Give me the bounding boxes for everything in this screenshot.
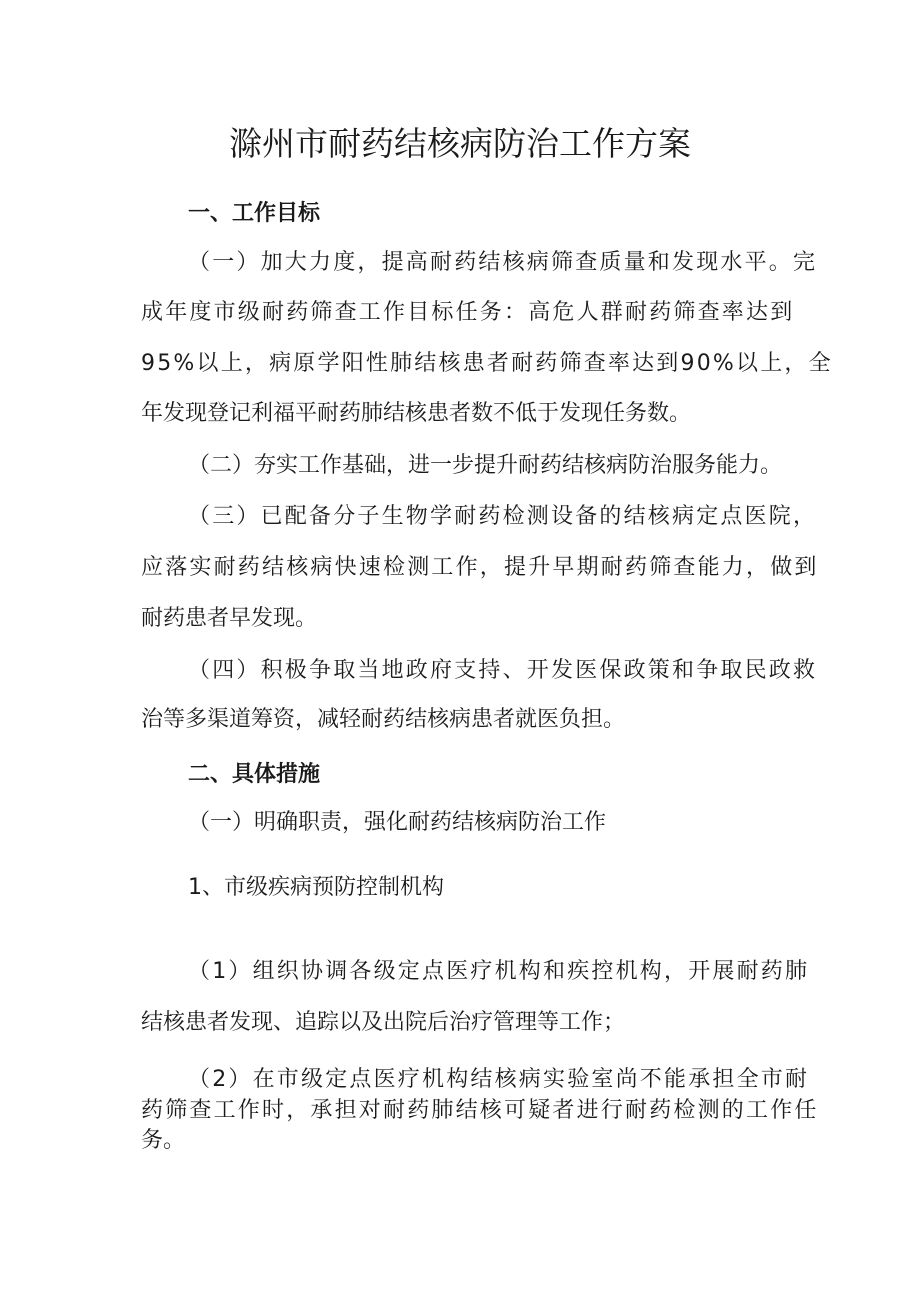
paragraph-line: （四）积极争取当地政府支持、开发医保政策和争取民政救	[188, 658, 818, 683]
paragraph-line: 务。	[141, 1128, 186, 1153]
section-heading-goals: 一、工作目标	[188, 201, 321, 226]
paragraph-line: 年发现登记利福平耐药肺结核患者数不低于发现任务数。	[141, 401, 692, 426]
paragraph-line: 成年度市级耐药筛查工作目标任务：高危人群耐药筛查率达到	[141, 300, 795, 325]
paragraph-line: （2）在市级定点医疗机构结核病实验室尚不能承担全市耐	[188, 1067, 810, 1092]
item-heading: 1、市级疾病预防控制机构	[188, 875, 444, 900]
subsection-heading: （一）明确职责，强化耐药结核病防治工作	[188, 810, 607, 835]
paragraph-line: 耐药患者早发现。	[141, 606, 318, 631]
paragraph-line: （一）加大力度，提高耐药结核病筛查质量和发现水平。完	[188, 250, 818, 275]
document-title: 滁州市耐药结核病防治工作方案	[229, 124, 691, 163]
paragraph-line: （1）组织协调各级定点医疗机构和疾控机构，开展耐药肺	[188, 959, 810, 984]
paragraph-line: 药筛查工作时，承担对耐药肺结核可疑者进行耐药检测的工作任	[141, 1098, 819, 1123]
paragraph-line: 结核患者发现、追踪以及出院后治疗管理等工作；	[141, 1010, 626, 1035]
paragraph-line: （二）夯实工作基础，进一步提升耐药结核病防治服务能力。	[188, 453, 783, 478]
section-heading-measures: 二、具体措施	[188, 762, 321, 787]
paragraph-line: 95%以上，病原学阳性肺结核患者耐药筛查率达到90%以上，全	[141, 351, 833, 376]
paragraph-line: 应落实耐药结核病快速检测工作，提升早期耐药筛查能力，做到	[141, 555, 819, 580]
paragraph-line: （三）已配备分子生物学耐药检测设备的结核病定点医院，	[188, 504, 818, 529]
paragraph-line: 治等多渠道筹资，减轻耐药结核病患者就医负担。	[141, 707, 626, 732]
